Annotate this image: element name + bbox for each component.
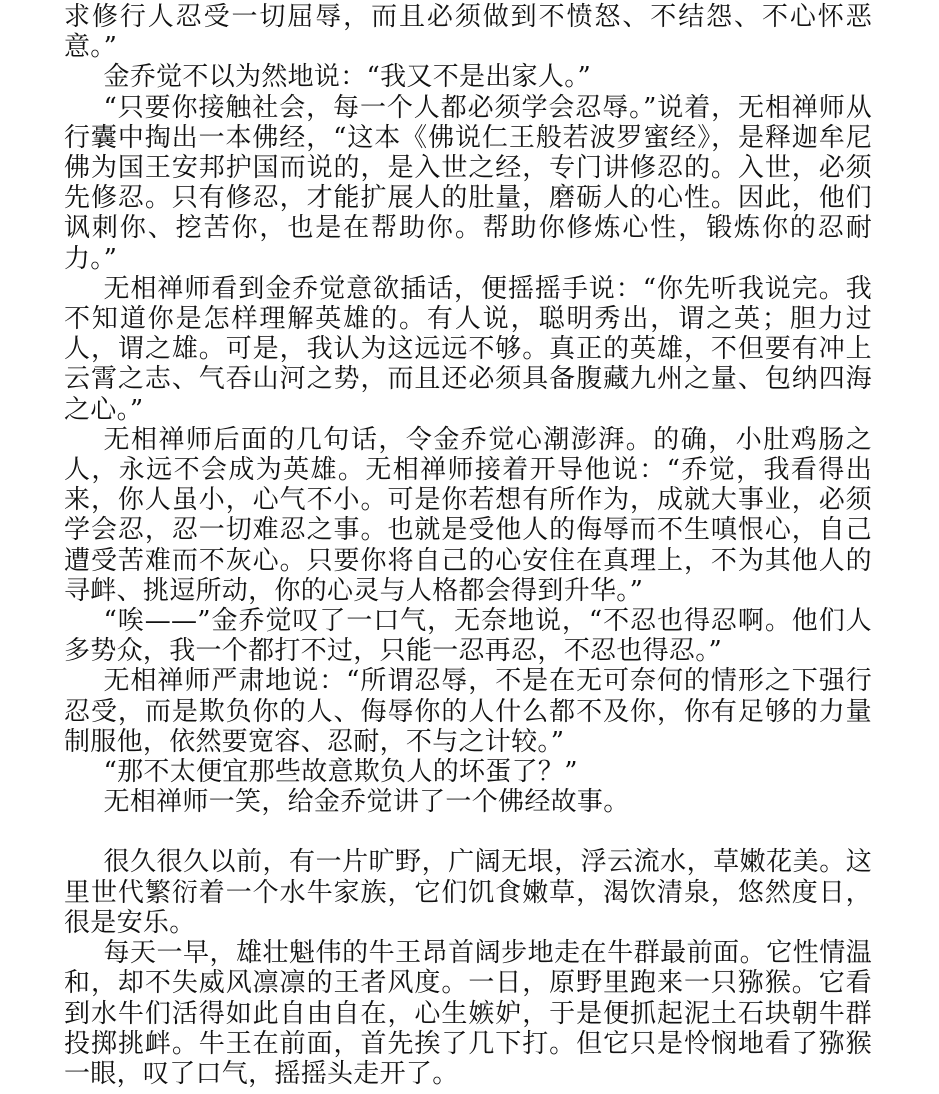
paragraph-8: “那不太便宜那些故意欺负人的坏蛋了？”	[103, 757, 578, 788]
story-paragraph-1: 很久很久以前，有一片旷野，广阔无垠，浮云流水，草嫩花美。这里世代繁衍着一个水牛家族，它们饥食嫩草，渴饮清泉，悠然度日，很是安乐。	[64, 847, 872, 938]
document-page	[64, 2, 872, 1089]
section-gap	[64, 817, 872, 847]
paragraph-1: 求修行人忍受一切屈辱，而且必须做到不愤怒、不结怨、不心怀恶意。”	[64, 2, 872, 63]
paragraph-9: 无相禅师一笑，给金乔觉讲了一个佛经故事。	[103, 787, 630, 818]
paragraph-3: “只要你接触社会，每一个人都必须学会忍辱。”说着，无相禅师从行囊中掏出一本佛经，“这本《佛说仁王般若波罗蜜经》，是释迦牟尼佛为国王安邦护国而说的，是入世之经，专门讲修忍的。入世，必须先修忍。只有修忍，才能扩展人的肚量，磨砺人的心性。因此，他们讽刺你、挖苦你，也是在帮助你。帮助你修炼心性，锻炼你的忍耐力。”	[64, 92, 872, 274]
paragraph-7: 无相禅师严肃地说：“所谓忍辱，不是在无可奈何的情形之下强行忍受，而是欺负你的人、侮辱你的人什么都不及你，你有足够的力量制服他，依然要宽容、忍耐，不与之计较。”	[64, 666, 872, 757]
paragraph-4: 无相禅师看到金乔觉意欲插话，便摇摇手说：“你先听我说完。我不知道你是怎样理解英雄的。有人说，聪明秀出，谓之英；胆力过人，谓之雄。可是，我认为这远远不够。真正的英雄，不但要有冲上云霄之志、气吞山河之势，而且还必须具备腹藏九州之量、包纳四海之心。”	[64, 273, 872, 425]
story-paragraph-2: 每天一早，雄壮魁伟的牛王昂首阔步地走在牛群最前面。它性情温和，却不失威风凛凛的王者风度。一日，原野里跑来一只猕猴。它看到水牛们活得如此自由自在，心生嫉妒，于是便抓起泥土石块朝牛群投掷挑衅。牛王在前面，首先挨了几下打。但它只是怜悯地看了猕猴一眼，叹了口气，摇摇头走开了。	[64, 938, 872, 1089]
paragraph-5: 无相禅师后面的几句话，令金乔觉心潮澎湃。的确，小肚鸡肠之人，永远不会成为英雄。无相禅师接着开导他说：“乔觉，我看得出来，你人虽小，心气不小。可是你若想有所作为，成就大事业，必须学会忍，忍一切难忍之事。也就是受他人的侮辱而不生嗔恨心，自己遭受苦难而不灰心。只要你将自己的心安住在真理上，不为其他人的寻衅、挑逗所动，你的心灵与人格都会得到升华。”	[64, 424, 872, 606]
paragraph-6: “唉——”金乔觉叹了一口气，无奈地说，“不忍也得忍啊。他们人多势众，我一个都打不过，只能一忍再忍，不忍也得忍。”	[64, 606, 872, 667]
paragraph-2: 金乔觉不以为然地说：“我又不是出家人。”	[103, 62, 592, 93]
